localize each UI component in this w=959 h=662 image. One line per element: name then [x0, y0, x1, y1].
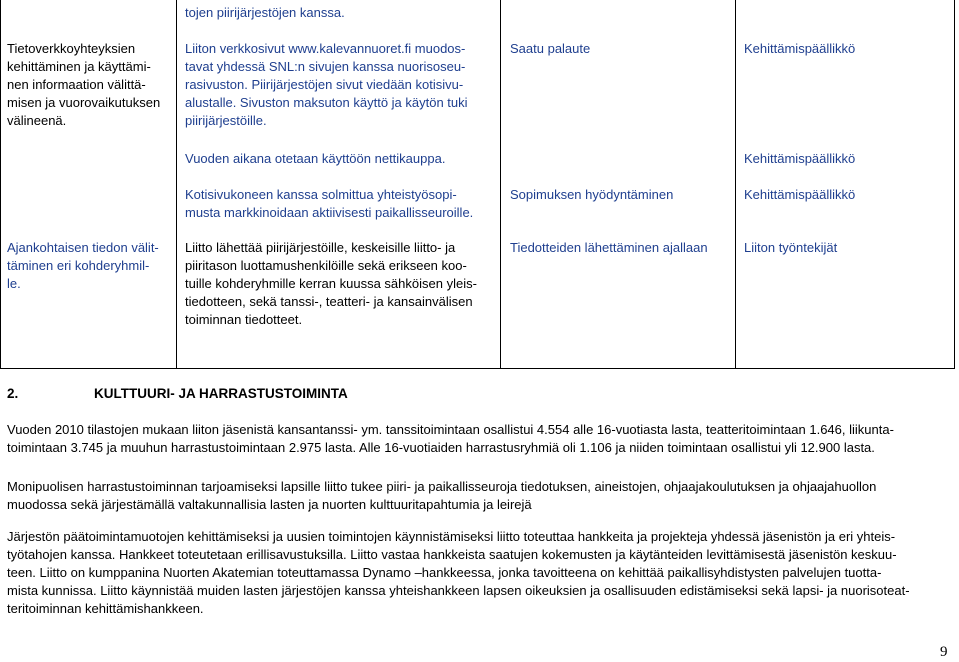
table-cell-action [185, 239, 497, 329]
paragraph-line: toimintaan 3.745 ja muuhun harrastustoimintaan 2.975 lasta. Alle 16-vuotiaiden harrastusryhmiä oli 1.106 ja niiden toimintaan osallistui yli 12.900 lasta. [7, 440, 875, 455]
table-cell-responsible [744, 239, 837, 257]
paragraph-line: muodossa sekä järjestämällä valtakunnallisia lasten ja nuorten kulttuuritapahtumia ja leirejä [7, 497, 532, 512]
table-cell-responsible [744, 40, 855, 58]
cell-text: Kehittämispäällikkö [744, 187, 856, 202]
cell-text: Kehittämispäällikkö [744, 151, 856, 166]
cell-text-line: täminen eri kohderyhmil- [7, 258, 150, 273]
cell-text-line: musta markkinoidaan aktiivisesti paikallisseuroille. [185, 205, 474, 220]
cell-text-line: tavat yhdessä SNL:n sivujen kanssa nuorisoseu- [185, 59, 466, 74]
table-cell-indicator [510, 239, 708, 257]
cell-text-line: misen ja vuorovaikutuksen [7, 95, 161, 110]
cell-text: Sopimuksen hyödyntäminen [510, 187, 674, 202]
paragraph-projects [7, 528, 947, 618]
cell-text-line: Kotisivukoneen kanssa solmittua yhteistyösopi- [185, 187, 457, 202]
cell-text-line: nen informaation välittä- [7, 77, 146, 92]
website-link[interactable]: www.kalevannuoret.fi [288, 41, 412, 56]
section-heading [0, 386, 348, 401]
cell-text-line: Liitto lähettää piirijärjestöille, keskeisille liitto- ja [185, 240, 456, 255]
section-number: 2. [7, 386, 19, 401]
cell-text-line [185, 40, 495, 58]
table-column-divider [176, 0, 177, 369]
cell-text-line: Ajankohtaisen tiedon välit- [7, 240, 159, 255]
cell-text-line: alustalle. Sivuston maksuton käyttö ja käytön tuki [185, 95, 468, 110]
table-cell-responsible [744, 186, 855, 204]
cell-text-line: piiritason luottamushenkilöille sekä erikseen koo- [185, 258, 467, 273]
cell-text-line: tiedotteen, sekä tanssi-, teatteri- ja kansainvälisen [185, 294, 473, 309]
table-cell-goal [7, 239, 175, 293]
cell-text: Tiedotteiden lähettäminen ajallaan [510, 240, 708, 255]
paragraph-line: teritoiminnan kehittämishankkeen. [7, 601, 204, 616]
cell-text: Liiton työntekijät [744, 240, 838, 255]
table-cell-goal [7, 40, 172, 130]
paragraph-activities [7, 478, 947, 514]
paragraph-line: työtahojen kanssa. Hankkeet toteutetaan erillisavustuksilla. Liitto vastaa hankkeista saatujen kokemusten ja käytänteiden levittämisestä jäsenistön keskuu- [7, 547, 897, 562]
cell-text-line: kehittäminen ja käyttämi- [7, 59, 151, 74]
section-title: KULTTUURI- JA HARRASTUSTOIMINTA [94, 386, 348, 401]
cell-text: tojen piirijärjestöjen kanssa. [185, 5, 345, 20]
table-cell-action [185, 4, 345, 22]
cell-text: Kehittämispäällikkö [744, 41, 856, 56]
cell-text: muodos- [411, 41, 466, 56]
cell-text: Saatu palaute [510, 41, 591, 56]
cell-text-line: rasivuston. Piirijärjestöjen sivut viedään kotisivu- [185, 77, 464, 92]
paragraph-line: teen. Liitto on kumppanina Nuorten Akatemian toteuttamassa Dynamo –hankkeessa, jonka tavoitteena on kehittää paikallisyhdistysten palvelujen tuotta- [7, 565, 882, 580]
cell-text-line: toiminnan tiedotteet. [185, 312, 303, 327]
cell-text: Liiton verkkosivut [185, 41, 289, 56]
paragraph-line: Järjestön päätoimintamuotojen kehittämiseksi ja uusien toimintojen käynnistämiseksi liitto toteuttaa hankkeita ja projekteja yhdessä jäsenistön ja eri yhteis- [7, 529, 896, 544]
page-number: 9 [940, 644, 948, 660]
cell-text-line: le. [7, 276, 21, 291]
cell-text-line: Tietoverkkoyhteyksien [7, 41, 136, 56]
table-column-divider [735, 0, 736, 369]
paragraph-line: Monipuolisen harrastustoiminnan tarjoamiseksi lapsille liitto tukee piiri- ja paikallisseuroja tiedotuksen, aineistojen, ohjaajakoulutuksen ja ohjaajahuollon [7, 479, 877, 494]
table-cell-action [185, 186, 497, 222]
cell-text-line: tuille kohderyhmille kerran kuussa sähköisen yleis- [185, 276, 477, 291]
cell-text-line: välineenä. [7, 113, 67, 128]
cell-text-line: piirijärjestöille. [185, 113, 267, 128]
paragraph-statistics [7, 421, 947, 457]
table-column-divider [500, 0, 501, 369]
table-cell-responsible [744, 150, 855, 168]
paragraph-line: Vuoden 2010 tilastojen mukaan liiton jäsenistä kansantanssi- ym. tanssitoimintaan osallistui 4.554 alle 16-vuotiasta lasta, teatteritoimintaan 1.646, liikunta- [7, 422, 894, 437]
table-cell-action [185, 40, 495, 130]
paragraph-line: mista kunnissa. Liitto käynnistää muiden lasten järjestöjen kanssa yhteishankkeen lapsen oikeuksien ja osallisuuden edistämiseksi sekä lapsi- ja nuorisoteat- [7, 583, 910, 598]
table-cell-indicator [510, 186, 673, 204]
cell-text: Vuoden aikana otetaan käyttöön nettikauppa. [185, 151, 446, 166]
table-cell-indicator [510, 40, 590, 58]
table-cell-action [185, 150, 445, 168]
